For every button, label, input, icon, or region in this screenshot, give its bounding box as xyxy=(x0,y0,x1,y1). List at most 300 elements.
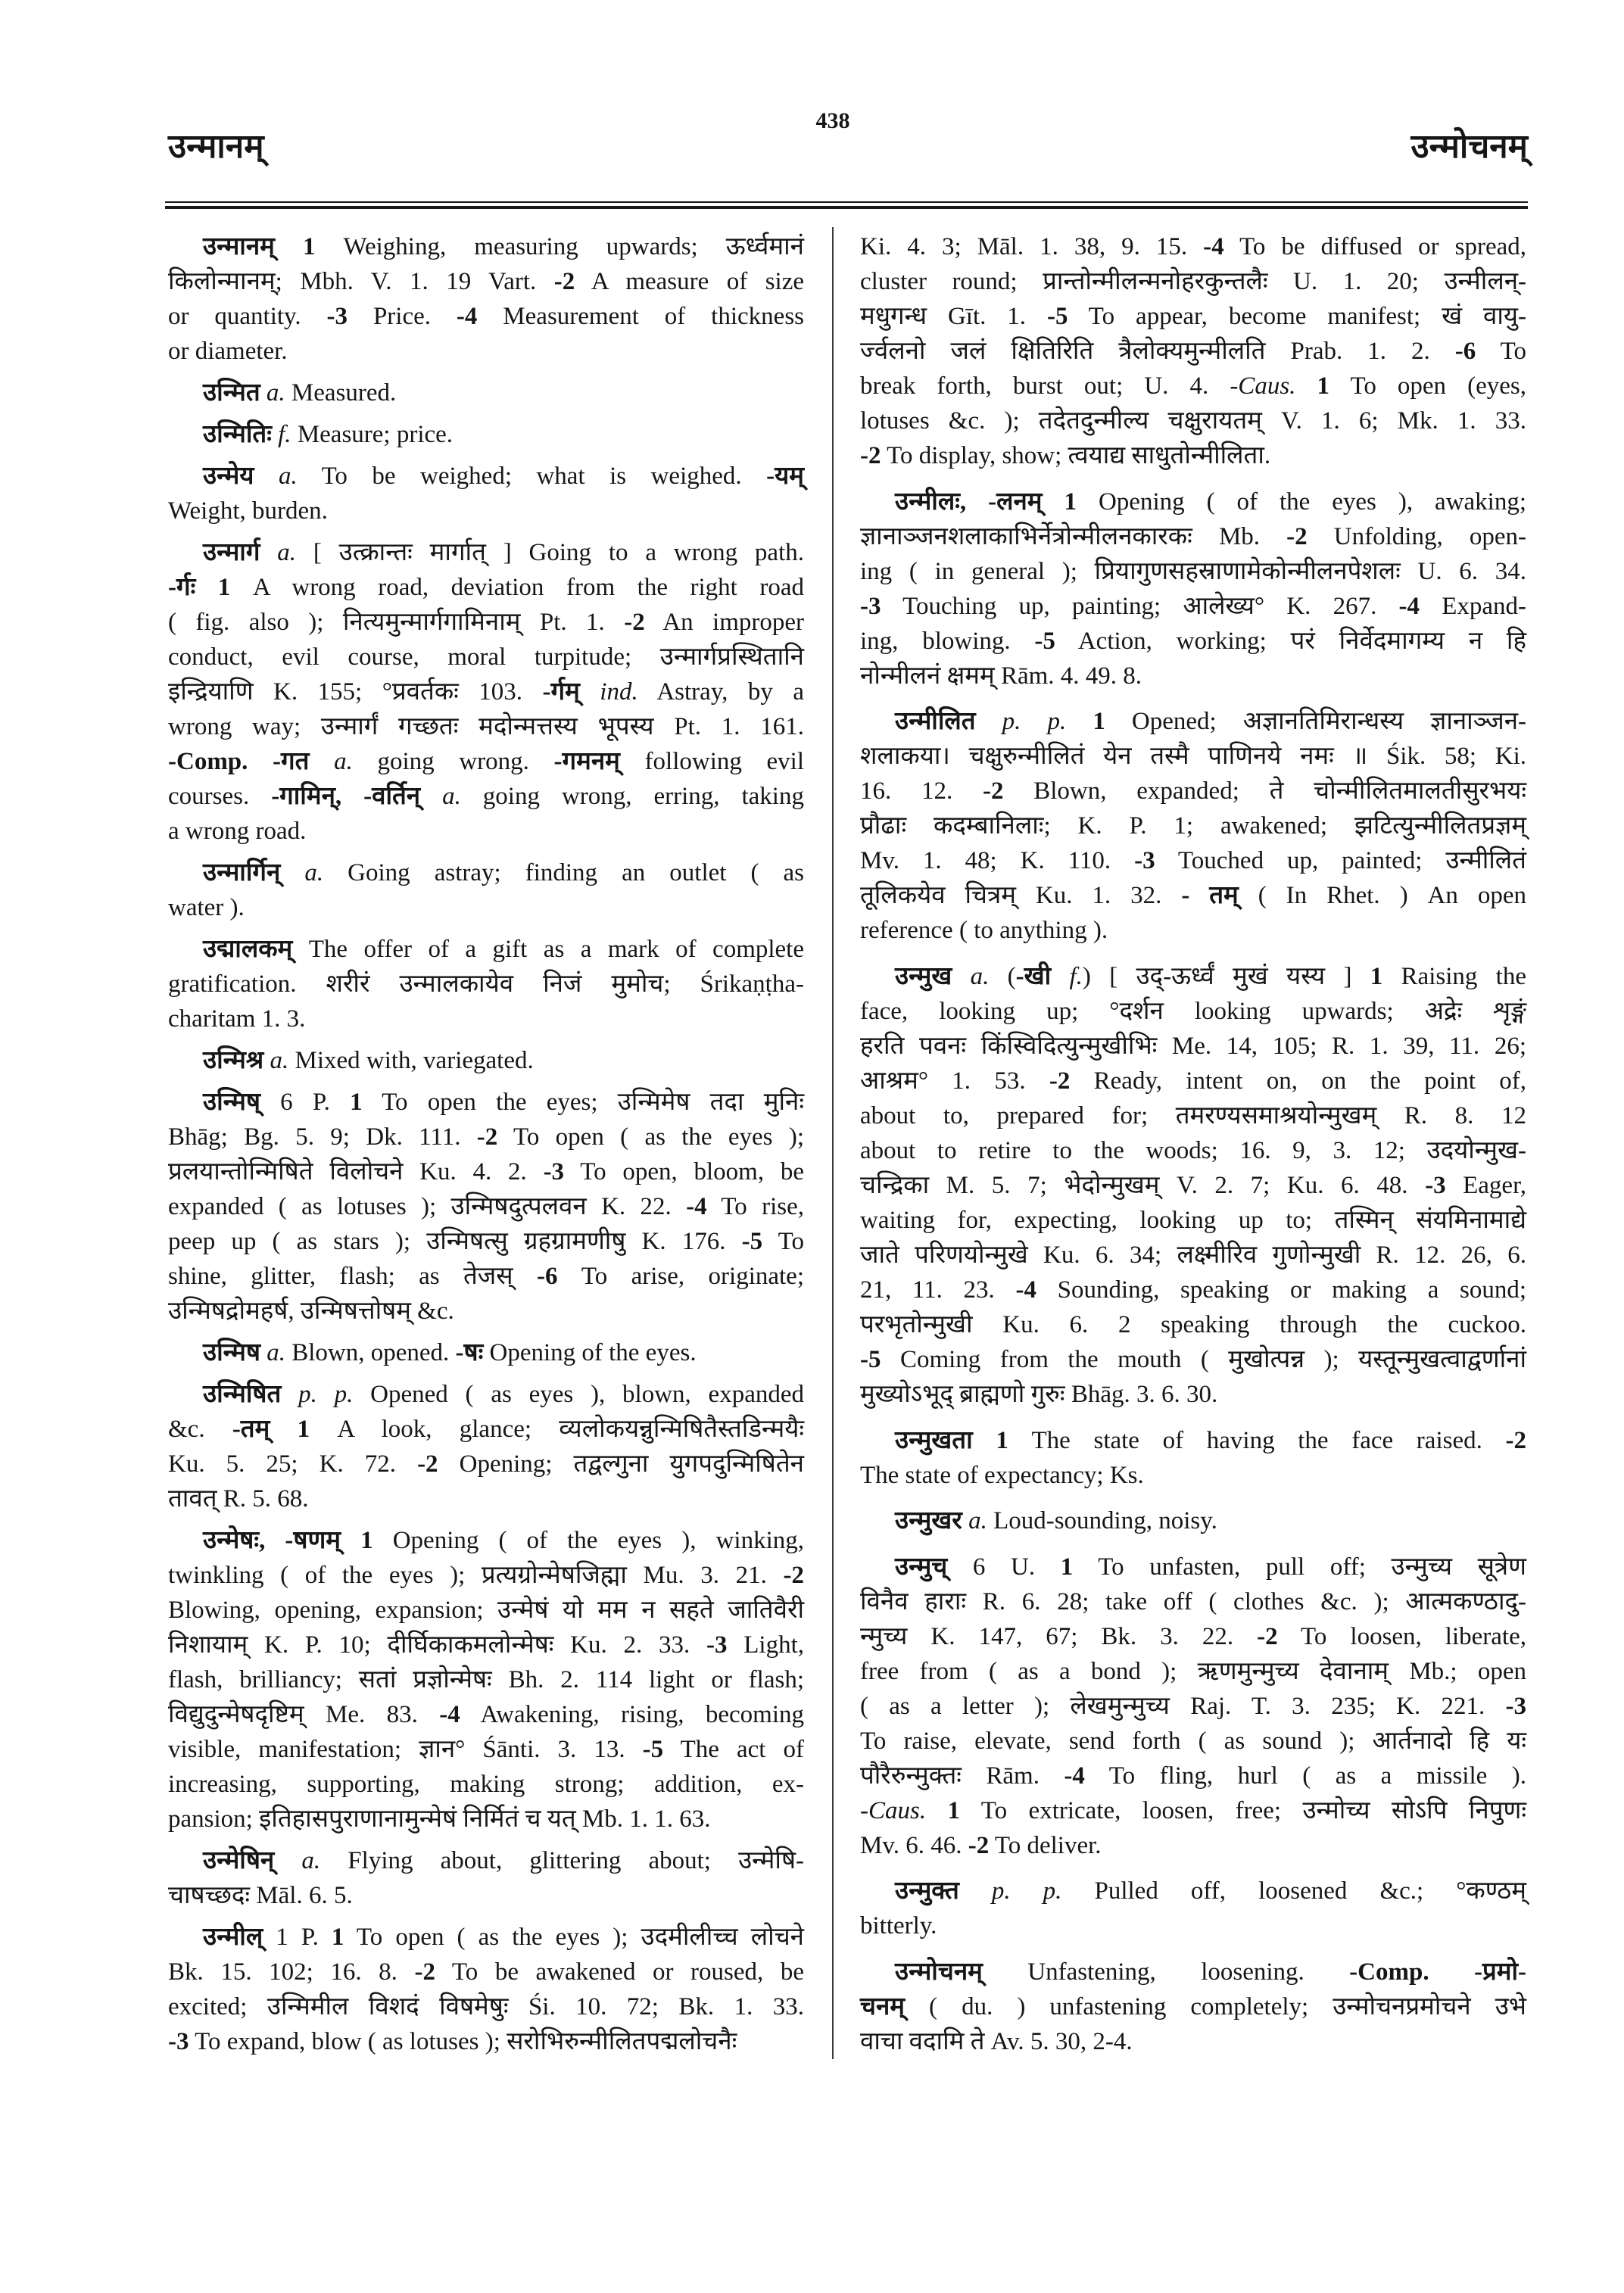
bold-text: -5 xyxy=(860,1345,881,1373)
text-run: परभृतोन्मुखी Ku. 6. 2 speaking through the cuckoo. xyxy=(860,1310,1526,1338)
text-run: Ku. 5. 25; K. 72. xyxy=(168,1450,418,1478)
bold-text: 1 xyxy=(1093,708,1105,736)
text-run: To open the eyes; उन्मिमेष तदा मुनिः xyxy=(362,1089,804,1116)
text-run: तूलिकयेव चित्रम् Ku. 1. 32. xyxy=(860,882,1182,910)
text-run: Opened ( as eyes ), blown, expanded xyxy=(353,1381,804,1408)
text-run: Ready, intent on, on the point of, xyxy=(1070,1067,1526,1095)
text-run: charitam 1. 3. xyxy=(168,1005,306,1033)
text-run: चन्द्रिका M. 5. 7; भेदोन्मुखम् V. 2. 7; Ku. 6. 48. xyxy=(860,1171,1426,1199)
entry-line xyxy=(168,1697,804,1732)
text-run xyxy=(1051,963,1069,990)
text-run: आश्रम° 1. 53. xyxy=(860,1067,1049,1095)
bold-text: -2 xyxy=(1049,1067,1071,1095)
entry-line xyxy=(168,1447,804,1481)
text-run: pansion; इतिहासपुराणानामुन्मेषं निर्मितं च यत् Mb. 1. 1. 63. xyxy=(168,1805,711,1833)
headword: उन्मित xyxy=(203,379,260,407)
bold-text: 1 xyxy=(1060,1553,1074,1581)
dictionary-entry xyxy=(168,229,804,369)
entry-line xyxy=(860,1584,1526,1619)
entry-line xyxy=(860,1377,1526,1412)
bold-text: - तम् xyxy=(1181,882,1239,910)
grammar-label: ind. xyxy=(600,678,638,706)
text-run: To loosen, liberate, xyxy=(1277,1622,1526,1650)
grammar-label: p. p. xyxy=(298,1381,354,1408)
entry-line xyxy=(860,1168,1526,1203)
text-run: पौरैरुन्मुक्तः Rām. xyxy=(860,1762,1064,1790)
entry-line xyxy=(168,709,804,744)
text-run: Price. xyxy=(348,303,457,330)
text-run: visible, manifestation; ज्ञान° Śānti. 3. 13. xyxy=(168,1736,643,1763)
dictionary-entry xyxy=(860,1550,1526,1863)
text-run: The act of xyxy=(663,1736,804,1763)
left-guide-word: उन्मानम् xyxy=(168,128,264,165)
entry-line xyxy=(168,1377,804,1412)
text-run xyxy=(309,748,334,775)
text-run: ज्ञानाञ्जनशलाकाभिर्नेत्रोन्मीलनकारकः Mb. xyxy=(860,522,1287,550)
text-run xyxy=(280,859,304,886)
text-run: To unfasten, pull off; उन्मुच्य सूत्रेण xyxy=(1073,1553,1526,1581)
text-run: going wrong. xyxy=(352,748,554,775)
headword: उन्मील् xyxy=(203,1924,263,1951)
entry-line xyxy=(168,640,804,675)
text-run: Sounding, speaking or making a sound; xyxy=(1036,1276,1526,1304)
text-run: Light, xyxy=(727,1631,804,1659)
text-run: shine, glitter, flash; as तेजस् xyxy=(168,1263,537,1290)
text-run xyxy=(976,708,1002,735)
entry-line xyxy=(168,1732,804,1767)
grammar-label: p. p. xyxy=(1002,708,1067,736)
bold-text: 1 xyxy=(947,1796,960,1824)
entry-line xyxy=(168,459,804,494)
text-run: न्मुच्य K. 147, 67; Bk. 3. 22. xyxy=(860,1622,1258,1650)
text-run xyxy=(420,783,442,810)
grammar-label: p. p. xyxy=(991,1877,1062,1905)
text-run: A measure of size xyxy=(575,268,804,295)
grammar-label: a. xyxy=(442,783,461,810)
text-run: To arise, originate; xyxy=(557,1263,804,1290)
text-run: Touched up, painted; उन्मीलितं xyxy=(1155,847,1526,875)
text-run: Eager, xyxy=(1445,1171,1526,1199)
text-run xyxy=(962,1507,968,1534)
bold-text: -तम् xyxy=(232,1416,270,1443)
text-run: To xyxy=(1476,338,1526,365)
text-run: To open ( as the eyes ); xyxy=(497,1123,805,1151)
dictionary-entry xyxy=(168,535,804,849)
text-run: मुख्योऽभूद् ब्राह्मणो गुरुः Bhāg. 3. 6. 30. xyxy=(860,1380,1218,1408)
text-run: ( du. ) unfastening completely; उन्मोचनप्रमोचने उभे xyxy=(905,1993,1526,2020)
headword: उन्मुक्त xyxy=(895,1877,959,1905)
bold-text: -3 xyxy=(1505,1692,1526,1720)
text-run: An improper xyxy=(644,609,804,636)
entry-line xyxy=(168,1989,804,2024)
grammar-label: a. xyxy=(278,463,298,490)
bold-text: 1 xyxy=(1064,488,1077,516)
bold-text: 1 xyxy=(1317,372,1329,400)
text-run: To be awakened or roused, be xyxy=(435,1958,804,1986)
text-run: Opened; अज्ञानतिमिरान्धस्य ज्ञानाञ्जन- xyxy=(1105,708,1527,736)
entry-line xyxy=(168,890,804,925)
text-run: To rise, xyxy=(706,1193,805,1220)
entry-line xyxy=(860,1342,1526,1377)
headword: उन्मुख xyxy=(895,962,952,990)
dictionary-entry xyxy=(168,1335,804,1370)
bold-text: -2 xyxy=(983,777,1004,805)
header-rule-thin xyxy=(165,201,1528,203)
entry-line xyxy=(860,913,1526,948)
text-run: The offer of a gift as a mark of complete xyxy=(292,936,804,963)
headword: उन्मेषिन् xyxy=(203,1847,275,1874)
text-run: र्ज्वलनो जलं क्षितिरिति त्रैलोक्यमुन्मीलति Prab. 1. 2. xyxy=(860,338,1455,365)
dictionary-entry xyxy=(168,1043,804,1078)
bold-text: 1 xyxy=(297,1416,310,1443)
entry-line xyxy=(168,1189,804,1224)
entry-line xyxy=(860,1654,1526,1689)
entry-line xyxy=(168,494,804,528)
text-run: Pulled off, loosened &c.; °कण्ठम् xyxy=(1061,1877,1526,1905)
entry-line xyxy=(168,744,804,779)
entry-line xyxy=(860,808,1526,843)
dictionary-entry xyxy=(168,855,804,925)
text-run: Unfastening, loosening. xyxy=(982,1958,1350,1986)
dictionary-entry xyxy=(860,1874,1526,1943)
text-run xyxy=(1295,372,1317,400)
grammar-label: a. xyxy=(304,859,324,886)
entry-line xyxy=(168,1002,804,1036)
bold-text: 1 xyxy=(996,1426,1008,1454)
text-run: Flying about, glittering about; उन्मेषि- xyxy=(320,1847,805,1874)
bold-text: -2 xyxy=(1505,1426,1527,1454)
text-run: A wrong road, deviation from the right road xyxy=(230,574,805,601)
text-run: conduct, evil course, moral turpitude; उन्मार्गप्रस्थितानि xyxy=(168,643,804,671)
grammar-label: f. xyxy=(278,421,291,448)
text-run xyxy=(275,233,303,260)
right-column xyxy=(860,229,1526,2059)
entry-line xyxy=(168,1878,804,1913)
text-run: Measurement of thickness xyxy=(477,303,805,330)
bold-text: 1 xyxy=(302,233,316,260)
text-run: Measure; price. xyxy=(291,421,454,448)
headword: उन्मिश्र xyxy=(203,1047,264,1074)
entry-line xyxy=(168,264,804,299)
entry-line xyxy=(860,1098,1526,1133)
entry-line xyxy=(168,1043,804,1078)
text-run: निशायाम् K. P. 10; दीर्घिकाकमलोन्मेषः Ku. 2. 33. xyxy=(168,1631,706,1659)
text-run: विद्युदुन्मेषदृष्टिम् Me. 83. xyxy=(168,1701,440,1728)
entry-line xyxy=(860,1689,1526,1724)
bold-text: -गामिन्, -वर्तिन् xyxy=(271,783,421,810)
headword: उन्मेषः, -षणम् xyxy=(203,1527,341,1554)
text-run: going wrong, erring, taking xyxy=(460,783,804,810)
text-run: जाते परिणयोन्मुखे Ku. 6. 34; लक्ष्मीरिव गुणोन्मुखी R. 12. 26, 6. xyxy=(860,1241,1526,1269)
grammar-label: a. xyxy=(301,1847,321,1874)
bold-text: -खी xyxy=(1015,962,1052,990)
text-run: Opening ( of the eyes ), winking, xyxy=(372,1527,804,1554)
bold-text: -3 xyxy=(1425,1171,1446,1199)
entry-line xyxy=(860,1029,1526,1064)
entry-line xyxy=(860,1908,1526,1943)
grammar-label: -Caus. xyxy=(860,1796,927,1824)
text-run: Raising the xyxy=(1382,962,1526,990)
headword: उन्मोचनम् xyxy=(895,1958,983,1986)
text-run: मधुगन्ध Gīt. 1. xyxy=(860,303,1047,330)
entry-line xyxy=(168,1767,804,1802)
dictionary-entry xyxy=(860,484,1526,693)
entry-line xyxy=(168,967,804,1002)
entry-line xyxy=(860,774,1526,808)
text-run: increasing, supporting, making strong; addition, ex- xyxy=(168,1771,804,1798)
dictionary-entry xyxy=(168,1377,804,1516)
entry-line xyxy=(860,1307,1526,1342)
entry-line xyxy=(860,1064,1526,1098)
bold-text: -4 xyxy=(1015,1276,1036,1304)
entry-line xyxy=(168,1294,804,1329)
text-run: शलाकया। चक्षुरुन्मीलितं येन तस्मै पाणिनये नमः ॥ Śik. 58; Ki. xyxy=(860,743,1526,771)
text-run: Action, working; परं निर्वेदमागम्य न हि xyxy=(1055,627,1526,655)
right-guide-word: उन्मोचनम् xyxy=(1410,128,1528,165)
text-run xyxy=(270,1416,297,1443)
dictionary-entry xyxy=(168,375,804,410)
text-run: Coming from the mouth ( मुखोत्पन्न ); यस्तून्मुखत्वाद्वर्णानां xyxy=(881,1345,1526,1373)
text-run xyxy=(260,379,267,407)
text-run xyxy=(195,574,218,601)
bold-text: -यम् xyxy=(766,463,804,490)
entry-line xyxy=(168,299,804,334)
text-run: Opening of the eyes. xyxy=(483,1339,697,1366)
bold-text: -4 xyxy=(686,1193,707,1220)
entry-line xyxy=(860,264,1526,299)
entry-line xyxy=(168,1224,804,1259)
text-run: Expand- xyxy=(1420,592,1527,620)
bold-text: -2 xyxy=(476,1123,498,1151)
text-run: 16. 12. xyxy=(860,777,983,805)
text-run: प्रौढाः कदम्बानिलाः; K. P. 1; awakened; झटित्युन्मीलितप्रज्ञम् xyxy=(860,812,1526,840)
text-run: Mixed with, variegated. xyxy=(288,1047,534,1074)
text-run xyxy=(281,1381,298,1408)
text-run: Ki. 4. 3; Māl. 1. 38, 9. 15. xyxy=(860,233,1204,260)
dictionary-entry xyxy=(860,1503,1526,1538)
headword: उन्मिषित xyxy=(203,1381,282,1408)
bold-text: -4 xyxy=(456,303,478,330)
headword: उन्मिष् xyxy=(203,1089,260,1116)
text-run xyxy=(1043,488,1064,516)
bold-text: -6 xyxy=(536,1263,558,1290)
entry-line xyxy=(860,334,1526,369)
dictionary-entry xyxy=(168,1085,804,1329)
text-run: Mv. 6. 46. xyxy=(860,1831,968,1859)
text-run: Loud-sounding, noisy. xyxy=(987,1507,1217,1535)
text-run: Measured. xyxy=(285,379,397,407)
entry-line xyxy=(860,589,1526,624)
headword: उन्मेय xyxy=(203,463,254,490)
bold-text: -5 xyxy=(1034,627,1055,655)
text-run: Awakening, rising, becoming xyxy=(460,1701,804,1728)
entry-line xyxy=(168,417,804,452)
headword: उन्मार्ग xyxy=(203,539,260,566)
bold-text: 1 xyxy=(217,574,231,601)
text-run: किलोन्मानम्; Mbh. V. 1. 19 Vart. xyxy=(168,268,554,295)
text-run: flash, brilliancy; सतां प्रज्ञोन्मेषः Bh. 2. 114 light or flash; xyxy=(168,1666,804,1693)
text-run: excited; उन्मिमील विशदं विषमेषुः Śi. 10. 72; Bk. 1. 33. xyxy=(168,1993,804,2020)
text-run: The state of having the face raised. xyxy=(1008,1426,1506,1454)
entry-line xyxy=(860,843,1526,878)
text-run xyxy=(260,539,277,566)
grammar-label: a. xyxy=(334,748,353,775)
entry-line xyxy=(168,1558,804,1593)
text-run: a wrong road. xyxy=(168,818,307,845)
entry-line xyxy=(168,675,804,709)
text-run: ( In Rhet. ) An open xyxy=(1238,882,1526,910)
text-run xyxy=(959,1877,992,1905)
continued-entry xyxy=(860,229,1526,473)
text-run: wrong way; उन्मार्गं गच्छतः मदोन्मत्तस्य भूपस्य Pt. 1. 161. xyxy=(168,713,804,740)
entry-line xyxy=(860,1273,1526,1307)
dictionary-entry xyxy=(168,932,804,1036)
text-run: ) [ उद्-ऊर्ध्वं मुखं यस्य ] xyxy=(1082,962,1370,990)
bold-text: -2 xyxy=(1286,522,1308,550)
text-run: To open ( as the eyes ); उदमीलीच्च लोचने xyxy=(344,1924,805,1951)
text-run: To be weighed; what is weighed. xyxy=(297,463,767,490)
entry-line xyxy=(168,1481,804,1516)
grammar-label: a. xyxy=(267,1339,285,1366)
text-run: Astray, by a xyxy=(637,678,804,706)
text-run: विनैव हाराः R. 6. 28; take off ( clothes &c. ); आत्मकण्ठादु- xyxy=(860,1587,1526,1615)
text-run: ( fig. also ); नित्यमुन्मार्गगामिनाम् Pt. 1. xyxy=(168,609,625,636)
text-run: about to, prepared for; तमरण्यसमाश्रयोन्मुखम् R. 8. 12 xyxy=(860,1101,1526,1129)
dictionary-entry xyxy=(168,1920,804,2059)
text-run: हरति पवनः किंस्विदित्युन्मुखीभिः Me. 14, 105; R. 1. 39, 11. 26; xyxy=(860,1032,1526,1060)
text-run: तावत् R. 5. 68. xyxy=(168,1485,309,1513)
headword: उन्मीलित xyxy=(895,708,976,736)
entry-line xyxy=(168,932,804,967)
bold-text: -2 xyxy=(414,1958,435,1986)
text-run: 21, 11. 23. xyxy=(860,1276,1016,1304)
text-run xyxy=(973,1427,996,1454)
entry-line xyxy=(168,334,804,369)
text-run: Touching up, painting; आलेख्य° K. 267. xyxy=(881,592,1399,620)
bold-text: -षः xyxy=(455,1339,484,1366)
grammar-label: a. xyxy=(277,539,297,566)
text-run: उन्मिषद्रोमहर्ष, उन्मिषत्तोषम् &c. xyxy=(168,1298,454,1325)
entry-line xyxy=(860,1458,1526,1493)
text-run: Going astray; finding an outlet ( as xyxy=(323,859,804,886)
entry-line xyxy=(168,535,804,570)
text-run: To display, show; त्वयाद्य साधुतोन्मीलिता. xyxy=(881,442,1271,469)
text-run xyxy=(260,1339,267,1366)
bold-text: -5 xyxy=(642,1736,664,1763)
text-run: 6 P. xyxy=(260,1089,351,1116)
text-run: ing ( in general ); प्रियागुणसहस्राणामेकोन्मीलनपेशलः U. 6. 34. xyxy=(860,557,1526,585)
text-run: face, looking up; °दर्शन looking upwards; अद्रेः शृङ्गं xyxy=(860,997,1526,1025)
entry-line xyxy=(860,369,1526,403)
text-run: Blowing, opening, expansion; उन्मेषं यो मम न सहते जातिवैरी xyxy=(168,1597,804,1624)
text-run: ing, blowing. xyxy=(860,627,1035,655)
text-run: free from ( as a bond ); ऋणमुन्मुच्य देवानाम् Mb.; open xyxy=(860,1657,1526,1685)
text-run: To expand, blow ( as lotuses ); सरोभिरुन्मीलितपद्मलोचनैः xyxy=(189,2028,737,2055)
entry-line xyxy=(860,624,1526,659)
dictionary-entry xyxy=(168,1843,804,1913)
text-run: break forth, burst out; U. 4. xyxy=(860,372,1230,400)
headword: उन्मितिः xyxy=(203,421,272,448)
grammar-label: a. xyxy=(266,379,285,407)
entry-line xyxy=(860,484,1526,519)
headword: उद्मालकम् xyxy=(203,936,293,963)
entry-line xyxy=(860,1423,1526,1458)
bold-text: -3 xyxy=(1134,847,1155,875)
text-run: Weighing, measuring upwards; ऊर्ध्वमानं xyxy=(315,233,805,260)
text-run: ( as a letter ); लेखमुन्मुच्य Raj. T. 3. 235; K. 221. xyxy=(860,1692,1506,1720)
entry-line xyxy=(168,1120,804,1154)
headword: उन्मार्गिन् xyxy=(203,859,281,886)
entry-line xyxy=(860,1759,1526,1793)
text-run: Blown, expanded; ते चोन्मीलितमालतीसुरभयः xyxy=(1003,777,1526,805)
entry-line xyxy=(168,814,804,849)
text-run: चाषच्छदः Māl. 6. 5. xyxy=(168,1882,353,1909)
bold-text: -2 xyxy=(624,609,645,636)
bold-text: चनम् xyxy=(860,1993,906,2020)
text-run: courses. xyxy=(168,783,272,810)
column-divider xyxy=(832,227,834,2059)
grammar-label: -Caus. xyxy=(1230,372,1296,400)
text-run: water ). xyxy=(168,894,245,921)
grammar-label: f. xyxy=(1069,962,1083,990)
text-run: Opening ( of the eyes ), awaking; xyxy=(1077,488,1527,516)
grammar-label: a. xyxy=(270,1047,289,1074)
bold-text: -4 xyxy=(1203,233,1224,260)
text-run xyxy=(1066,708,1093,735)
entry-line xyxy=(168,375,804,410)
bold-text: -5 xyxy=(1046,303,1068,330)
entry-line xyxy=(168,855,804,890)
bold-text: -2 xyxy=(968,1831,990,1859)
text-run: Blown, opened. xyxy=(285,1339,456,1366)
text-run: expanded ( as lotuses ); उन्मिषदुत्पलवन K. 22. xyxy=(168,1193,687,1220)
entry-line xyxy=(860,959,1526,994)
page-number: 438 xyxy=(815,108,850,133)
text-run: To extricate, loosen, free; उन्मोच्य सोऽपि निपुणः xyxy=(960,1796,1526,1824)
text-run: Weight, burden. xyxy=(168,497,328,525)
entry-line xyxy=(860,1828,1526,1863)
entry-line xyxy=(860,1503,1526,1538)
headword: उन्मीलः, -लनम् xyxy=(895,488,1043,516)
text-run: Mv. 1. 48; K. 110. xyxy=(860,847,1135,875)
entry-line xyxy=(168,1412,804,1447)
text-run: To appear, become manifest; खं वायु- xyxy=(1068,303,1527,330)
dictionary-entry xyxy=(860,959,1526,1412)
text-run xyxy=(926,1797,947,1824)
text-run: वाचा वदामि ते Av. 5. 30, 2-4. xyxy=(860,2028,1133,2055)
bold-text: -4 xyxy=(439,1701,460,1728)
entry-line xyxy=(860,1793,1526,1828)
entry-line xyxy=(860,554,1526,589)
entry-line xyxy=(168,229,804,264)
text-run: To xyxy=(762,1228,804,1255)
text-run: cluster round; प्रान्तोन्मीलन्मनोहरकुन्तलैः U. 1. 20; उन्मीलन्- xyxy=(860,268,1526,295)
entry-line xyxy=(860,1874,1526,1908)
text-run: waiting for, expecting, looking up to; तस्मिन् संयमिनामाद्ये xyxy=(860,1206,1526,1234)
text-run: ( xyxy=(989,962,1016,990)
bold-text: 1 xyxy=(350,1089,363,1116)
text-run: नोन्मीलनं क्षमम् Rām. 4. 49. 8. xyxy=(860,662,1142,690)
entry-line xyxy=(168,1259,804,1294)
entry-line xyxy=(168,1085,804,1120)
text-run: lotuses &c. ); तदेतदुन्मील्य चक्षुरायतम् V. 1. 6; Mk. 1. 33. xyxy=(860,407,1526,435)
bold-text: -3 xyxy=(543,1158,565,1185)
entry-line xyxy=(860,2024,1526,2059)
entry-line xyxy=(168,1593,804,1628)
entry-line xyxy=(168,1154,804,1189)
text-run: or diameter. xyxy=(168,338,288,365)
text-run: about to retire to the woods; 16. 9, 3. 12; उदयोन्मुख- xyxy=(860,1136,1526,1164)
